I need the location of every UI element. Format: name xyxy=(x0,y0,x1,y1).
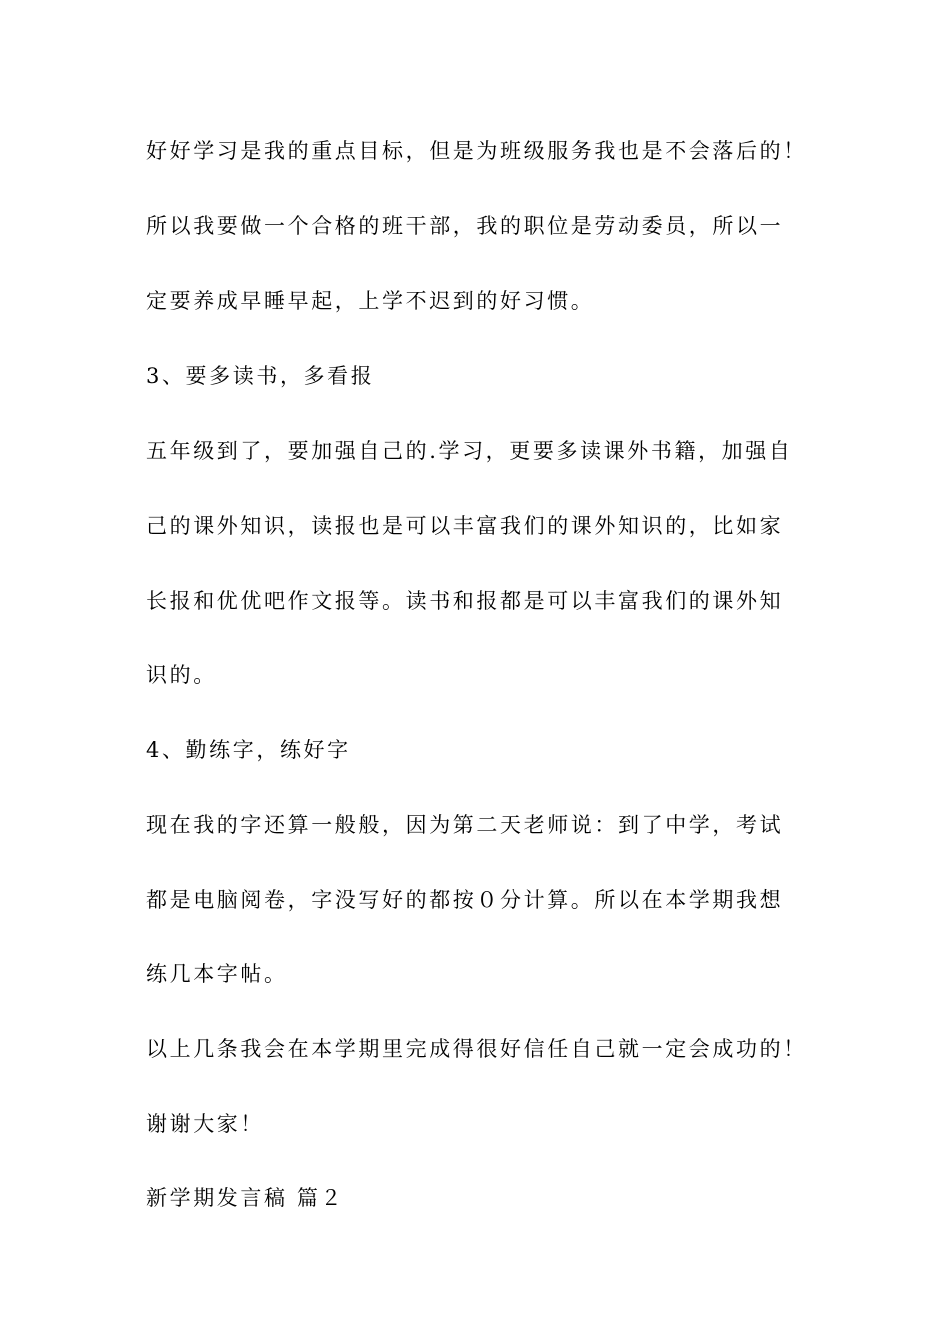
section-heading: 4、勤练字，练好字 xyxy=(146,738,351,762)
paragraph-line: 识的。 xyxy=(146,663,217,687)
paragraph-line: 己的课外知识，读报也是可以丰富我们的课外知识的，比如家 xyxy=(146,514,784,538)
paragraph-line: 都是电脑阅卷，字没写好的都按０分计算。所以在本学期我想 xyxy=(146,888,784,912)
paragraph-line: 长报和优优吧作文报等。读书和报都是可以丰富我们的课外知 xyxy=(146,589,784,613)
paragraph-line: 定要养成早睡早起，上学不迟到的好习惯。 xyxy=(146,289,595,313)
document-title: 新学期发言稿 篇２ xyxy=(146,1186,345,1210)
paragraph-line: 现在我的字还算一般般，因为第二天老师说：到了中学，考试 xyxy=(146,813,784,837)
paragraph-line: 谢谢大家！ xyxy=(146,1112,264,1136)
paragraph-line: 五年级到了，要加强自己的.学习，更要多读课外书籍，加强自 xyxy=(146,439,793,463)
section-heading: 3、要多读书，多看报 xyxy=(146,364,375,388)
paragraph-line: 以上几条我会在本学期里完成得很好信任自己就一定会成功的！ xyxy=(146,1037,807,1061)
paragraph-line: 所以我要做一个合格的班干部，我的职位是劳动委员，所以一 xyxy=(146,214,784,238)
paragraph-line: 练几本字帖。 xyxy=(146,962,288,986)
paragraph-line: 好好学习是我的重点目标，但是为班级服务我也是不会落后的！ xyxy=(146,139,807,163)
